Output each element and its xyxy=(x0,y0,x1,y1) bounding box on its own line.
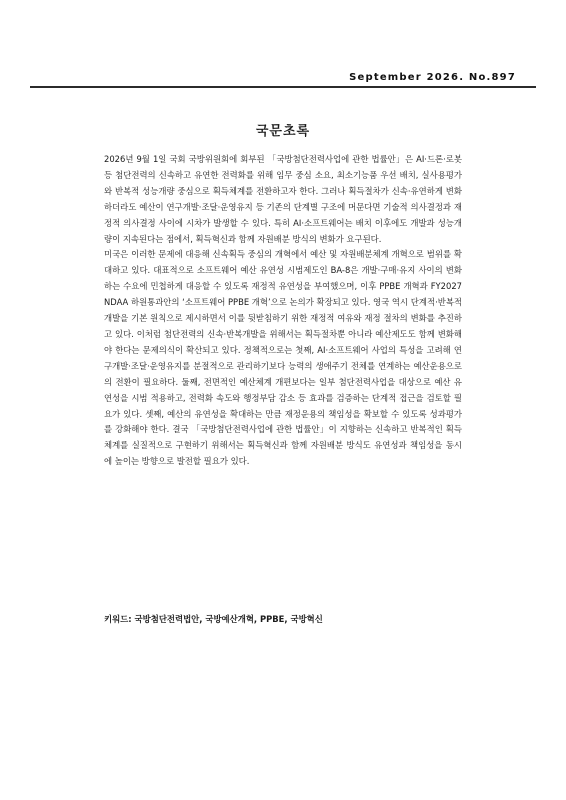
keywords-line xyxy=(104,613,464,625)
keywords-label: 키워드: xyxy=(104,614,132,624)
page-header xyxy=(0,0,566,88)
abstract-paragraph-2: 미국은 이러한 문제에 대응해 신속획득 중심의 개혁에서 예산 및 자원배분체계 개혁으로 범위를 확대하고 있다. 대표적으로 소프트웨어 예산 유연성 시범제도인 BA-8은 개발·구매·유지 사이의 변화하는 수요에 민첩하게 대응할 수 있도록 재정적 유연성을 부여했으며, 이후 PPBE 개혁과 FY2027 NDAA 하원통과안의 ‘소프트웨어 PPBE 개혁’으로 논의가 확장되고 있다. 영국 역시 단계적·반복적 개발을 기본 원칙으로 제시하면서 이를 뒷받침하기 위한 재정적 여유와 재정 절차의 변화를 추진하고 있다. 이처럼 첨단전력의 신속·반복개발을 위해서는 획득절차뿐 아니라 예산제도도 함께 변화해야 한다는 문제의식이 확산되고 있다. 정책적으로는 첫째, AI·소프트웨어 사업의 특성을 고려해 연구개발·조달·운영유지를 분절적으로 관리하기보다 능력의 생애주기 전체를 연계하는 예산운용으로의 전환이 필요하다. 둘째, 전면적인 예산체계 개편보다는 일부 첨단전력사업을 대상으로 예산 유연성을 시범 적용하고, 전력화 속도와 행정부담 감소 등 효과를 검증하는 단계적 접근을 검토할 필요가 있다. 셋째, 예산의 유연성을 확대하는 만큼 재정운용의 책임성을 확보할 수 있도록 성과평가를 강화해야 한다. 결국 「국방첨단전력사업에 관한 법률안」이 지향하는 신속하고 반복적인 획득체계를 실질적으로 구현하기 위해서는 획득혁신과 함께 자원배분 방식도 유연성과 책임성을 동시에 높이는 방향으로 발전할 필요가 있다. xyxy=(104,249,462,467)
abstract-body xyxy=(104,152,462,470)
abstract-paragraph-1: 2026년 9월 1일 국회 국방위원회에 회부된 「국방첨단전력사업에 관한 법률안」은 AI·드론·로봇 등 첨단전력의 신속하고 유연한 전력화를 위해 임무 중심 소요, 최소기능품 우선 배치, 실사용평가와 반복적 성능개량 중심으로 획득체계를 전환하고자 한다. 그러나 획득절차가 신속·유연하게 변화하더라도 예산이 연구개발·조달·운영유지 등 기존의 단계별 구조에 머문다면 기술적 의사결정과 재정적 의사결정 사이에 시차가 발생할 수 있다. 특히 AI·소프트웨어는 배치 이후에도 개발과 성능개량이 지속된다는 점에서, 획득혁신과 함께 자원배분 방식의 변화가 요구된다. xyxy=(104,154,462,244)
abstract-title: 국문초록 xyxy=(255,124,311,139)
keywords-value: 국방첨단전력법안, 국방예산개혁, PPBE, 국방혁신 xyxy=(134,614,323,624)
issue-label: September 2026. No.897 xyxy=(349,72,516,83)
header-rule xyxy=(30,86,536,88)
